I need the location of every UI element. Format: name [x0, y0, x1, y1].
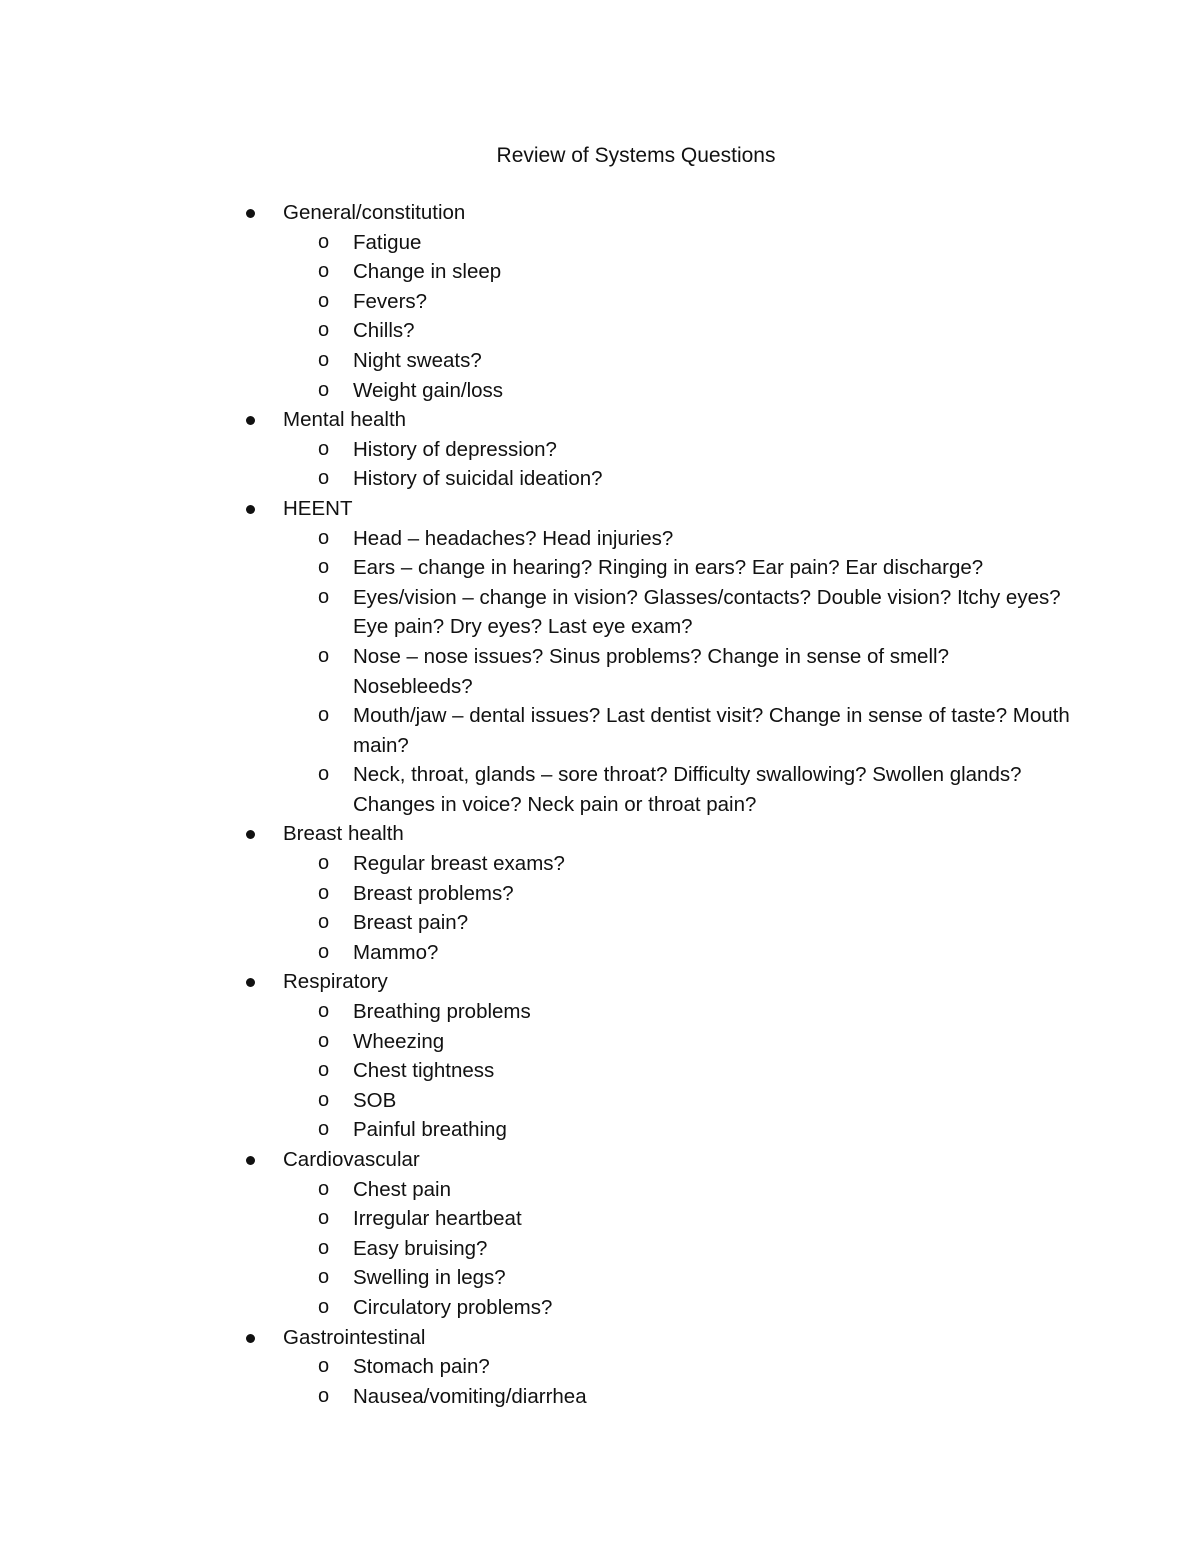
- list-item-text: Fatigue: [353, 230, 422, 254]
- list-item: [318, 997, 1073, 1027]
- sub-list: [283, 524, 1200, 820]
- list-item: [318, 760, 1073, 819]
- review-of-systems-list: [0, 198, 1200, 1411]
- list-item-text: Breast problems?: [353, 881, 514, 905]
- section-heent: [0, 494, 1200, 820]
- list-item-text: Irregular heartbeat: [353, 1207, 522, 1231]
- list-item: [318, 1352, 1073, 1382]
- sub-list: [283, 435, 1200, 494]
- list-item-text: Breast pain?: [353, 911, 469, 935]
- list-item: [318, 464, 1073, 494]
- section-label: Mental health: [283, 408, 407, 432]
- circle-bullet-icon: o: [318, 1236, 330, 1259]
- list-item-text: Night sweats?: [353, 348, 482, 372]
- circle-bullet-icon: o: [318, 260, 330, 283]
- circle-bullet-icon: o: [318, 1355, 330, 1378]
- list-item-text: Fevers?: [353, 289, 428, 313]
- list-item: [318, 553, 1073, 583]
- bullet-icon: [246, 505, 255, 514]
- circle-bullet-icon: o: [318, 1088, 330, 1111]
- circle-bullet-icon: o: [318, 289, 330, 312]
- sub-list: [283, 228, 1200, 406]
- circle-bullet-icon: o: [318, 585, 330, 608]
- bullet-icon: [246, 416, 255, 425]
- section-label: Breast health: [283, 822, 404, 846]
- circle-bullet-icon: o: [318, 852, 330, 875]
- list-item: [318, 376, 1073, 406]
- list-item: [318, 1086, 1073, 1116]
- list-item-text: Circulatory problems?: [353, 1295, 553, 1319]
- bullet-icon: [246, 1334, 255, 1343]
- circle-bullet-icon: o: [318, 1000, 330, 1023]
- list-item: [318, 1056, 1073, 1086]
- section-label: Respiratory: [283, 970, 388, 994]
- section-label: Cardiovascular: [283, 1148, 420, 1171]
- list-item-text: Painful breathing: [353, 1118, 507, 1142]
- list-item: [318, 1293, 1073, 1323]
- circle-bullet-icon: o: [318, 644, 330, 667]
- list-item-text: Stomach pain?: [353, 1355, 490, 1379]
- list-item: [318, 1234, 1073, 1264]
- list-item-text: Easy bruising?: [353, 1236, 488, 1260]
- list-item: [318, 1263, 1073, 1293]
- list-item-text: Swelling in legs?: [353, 1266, 506, 1290]
- list-item: [318, 287, 1073, 317]
- list-item: [318, 1204, 1073, 1234]
- circle-bullet-icon: o: [318, 437, 330, 460]
- list-item-text: Mouth/jaw – dental issues? Last dentist visit? Change in sense of taste? Mouth main?: [353, 704, 1070, 757]
- circle-bullet-icon: o: [318, 1177, 330, 1200]
- bullet-icon: [246, 830, 255, 839]
- list-item: [318, 1115, 1073, 1145]
- list-item-text: Chills?: [353, 319, 415, 343]
- list-item: [318, 849, 1073, 879]
- circle-bullet-icon: o: [318, 319, 330, 342]
- sub-list: [283, 849, 1200, 967]
- section-gastrointestinal: [0, 1323, 1200, 1412]
- circle-bullet-icon: o: [318, 911, 330, 934]
- section-mental-health: [0, 405, 1200, 494]
- circle-bullet-icon: o: [318, 1029, 330, 1052]
- list-item-text: Nose – nose issues? Sinus problems? Change in sense of smell? Nosebleeds?: [353, 644, 949, 698]
- circle-bullet-icon: o: [318, 1295, 330, 1318]
- list-item: [318, 524, 1073, 554]
- list-item-text: Regular breast exams?: [353, 852, 565, 876]
- sub-list: [283, 1175, 1200, 1323]
- list-item-text: Nausea/vomiting/diarrhea: [353, 1384, 587, 1408]
- circle-bullet-icon: o: [318, 1384, 330, 1407]
- bullet-icon: [246, 1156, 255, 1165]
- list-item: [318, 346, 1073, 376]
- list-item: [318, 908, 1073, 938]
- list-item-text: Wheezing: [353, 1029, 445, 1053]
- section-cardiovascular: [0, 1145, 1200, 1323]
- bullet-icon: [246, 978, 255, 987]
- circle-bullet-icon: o: [318, 467, 330, 490]
- list-item-text: Eyes/vision – change in vision? Glasses/contacts? Double vision? Itchy eyes? Eye pain? Dry eyes? Last eye exam?: [353, 585, 1061, 639]
- list-item-text: Ears – change in hearing? Ringing in ears? Ear pain? Ear discharge?: [353, 556, 984, 580]
- list-item-text: Head – headaches? Head injuries?: [353, 526, 674, 550]
- circle-bullet-icon: o: [318, 230, 330, 253]
- list-item-text: SOB: [353, 1088, 397, 1112]
- list-item: [318, 228, 1073, 258]
- list-item-text: Mammo?: [353, 940, 439, 964]
- circle-bullet-icon: o: [318, 378, 330, 401]
- list-item: [318, 642, 1073, 701]
- circle-bullet-icon: o: [318, 704, 330, 727]
- list-item: [318, 701, 1073, 760]
- sub-list: [283, 1352, 1200, 1411]
- list-item: [318, 316, 1073, 346]
- list-item-text: Change in sleep: [353, 260, 502, 284]
- list-item: [318, 1175, 1073, 1205]
- list-item-text: Breathing problems: [353, 1000, 531, 1024]
- section-breast-health: [0, 819, 1200, 967]
- circle-bullet-icon: o: [318, 1118, 330, 1141]
- section-label: General/constitution: [283, 201, 466, 224]
- list-item: [318, 1027, 1073, 1057]
- list-item-text: Weight gain/loss: [353, 378, 504, 402]
- bullet-icon: [246, 209, 255, 218]
- circle-bullet-icon: o: [318, 1059, 330, 1082]
- circle-bullet-icon: o: [318, 763, 330, 786]
- list-item-text: Chest tightness: [353, 1059, 495, 1083]
- list-item: [318, 583, 1073, 642]
- list-item: [318, 938, 1073, 968]
- section-general-constitution: [0, 198, 1200, 405]
- circle-bullet-icon: o: [318, 526, 330, 549]
- circle-bullet-icon: o: [318, 348, 330, 371]
- circle-bullet-icon: o: [318, 556, 330, 579]
- page-title: Review of Systems Questions: [496, 144, 776, 167]
- list-item-text: Neck, throat, glands – sore throat? Difficulty swallowing? Swollen glands? Changes in voice? Neck pain or throat pain?: [353, 763, 1022, 816]
- circle-bullet-icon: o: [318, 1266, 330, 1289]
- circle-bullet-icon: o: [318, 940, 330, 963]
- list-item: [318, 257, 1073, 287]
- list-item: [318, 1382, 1073, 1412]
- section-label: HEENT: [283, 496, 353, 520]
- list-item-text: Chest pain: [353, 1177, 452, 1201]
- sub-list: [283, 997, 1200, 1145]
- section-label: Gastrointestinal: [283, 1325, 426, 1349]
- circle-bullet-icon: o: [318, 881, 330, 904]
- circle-bullet-icon: o: [318, 1207, 330, 1230]
- list-item: [318, 879, 1073, 909]
- list-item-text: History of depression?: [353, 437, 557, 461]
- list-item: [318, 435, 1073, 465]
- section-respiratory: [0, 967, 1200, 1145]
- list-item-text: History of suicidal ideation?: [353, 467, 603, 491]
